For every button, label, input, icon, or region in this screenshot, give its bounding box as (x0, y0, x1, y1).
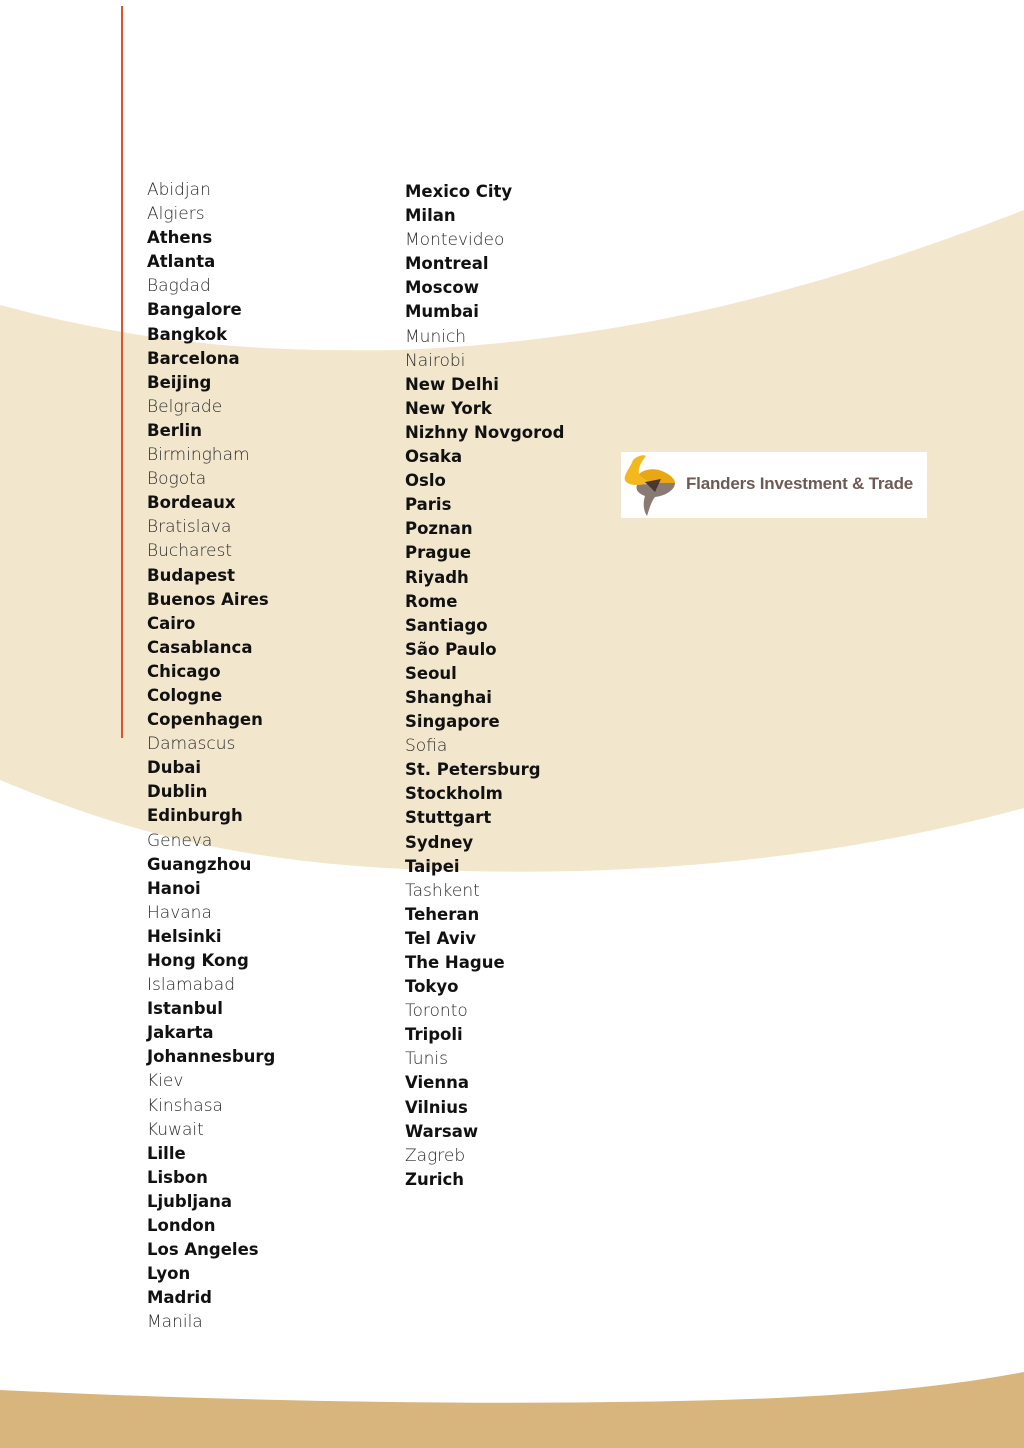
city-item: New York (405, 398, 492, 418)
city-item: Tokyo (405, 977, 459, 997)
city-item: Tunis (405, 1049, 448, 1070)
city-item: Taipei (405, 856, 460, 876)
city-item: Algiers (147, 204, 205, 225)
city-item: Zagreb (405, 1145, 466, 1166)
city-item: Bagdad (147, 276, 211, 297)
city-item: Nizhny Novgorod (405, 422, 565, 442)
city-item: Berlin (147, 420, 202, 440)
tan-band (0, 1372, 1024, 1448)
flanders-logo-icon (621, 452, 687, 518)
city-item: Lyon (147, 1264, 191, 1284)
city-item: Vienna (405, 1073, 469, 1093)
flanders-logo (621, 452, 927, 518)
city-item: Lisbon (147, 1167, 208, 1187)
city-item: Nairobi (405, 350, 466, 371)
city-item: Warsaw (405, 1121, 479, 1141)
city-item: Bangkok (147, 324, 228, 344)
city-item: Montreal (405, 254, 489, 274)
city-item: Bangalore (147, 300, 242, 320)
city-item: Teheran (405, 904, 480, 924)
city-item: Riyadh (405, 567, 469, 587)
city-item: Dublin (147, 782, 208, 802)
city-item: Chicago (147, 661, 221, 681)
city-item: Copenhagen (147, 710, 263, 730)
city-item: Beijing (147, 372, 212, 392)
city-item: Birmingham (147, 445, 250, 466)
city-item: Athens (147, 228, 213, 248)
city-item: Kuwait (147, 1119, 204, 1140)
city-item: Belgrade (147, 396, 223, 417)
city-item: Kinshasa (147, 1095, 223, 1116)
city-item: Helsinki (147, 926, 222, 946)
city-item: Madrid (147, 1288, 212, 1308)
city-item: Hong Kong (147, 951, 249, 970)
city-item: Mexico City (405, 182, 513, 201)
city-item: Atlanta (147, 252, 216, 272)
city-item: Rome (405, 591, 458, 611)
city-item: Toronto (405, 1001, 468, 1022)
city-item: Damascus (147, 734, 236, 755)
city-item: Stockholm (405, 784, 503, 804)
city-item: São Paulo (405, 639, 497, 659)
city-list-right (405, 180, 564, 1192)
city-item: Jakarta (147, 1023, 214, 1043)
city-item: Lille (147, 1143, 186, 1163)
city-item: St. Petersburg (405, 760, 541, 780)
city-item: Islamabad (147, 975, 235, 996)
city-item: Dubai (147, 758, 202, 778)
city-item: Hanoi (147, 878, 201, 898)
city-item: Seoul (405, 663, 457, 683)
city-item: Milan (405, 206, 456, 226)
city-item: Osaka (405, 447, 463, 467)
city-item: Havana (147, 902, 212, 923)
city-item: Oslo (405, 471, 446, 491)
city-item: Bratislava (147, 517, 232, 538)
city-item: Zurich (405, 1169, 465, 1189)
city-item: Guangzhou (147, 854, 252, 874)
city-item: Paris (405, 495, 452, 515)
city-item: Edinburgh (147, 806, 243, 826)
city-item: Sydney (405, 832, 474, 852)
city-item: Tripoli (405, 1025, 463, 1045)
city-item: Bordeaux (147, 493, 236, 513)
city-item: Manila (147, 1312, 203, 1333)
city-list-left (147, 178, 275, 1335)
city-item: Sofia (405, 736, 448, 757)
city-item: Prague (405, 543, 472, 563)
city-item: Santiago (405, 615, 488, 635)
city-item: Ljubljana (147, 1191, 233, 1211)
city-item: Cologne (147, 685, 223, 705)
city-item: Vilnius (405, 1097, 468, 1117)
logo-text: Flanders Investment & Trade (686, 474, 914, 493)
city-item: Mumbai (405, 302, 479, 322)
city-item: Johannesburg (147, 1047, 276, 1067)
city-item: Cairo (147, 613, 196, 633)
city-item: Bucharest (147, 541, 233, 562)
city-item: Abidjan (147, 180, 211, 200)
city-item: Los Angeles (147, 1240, 259, 1260)
city-item: Budapest (147, 565, 235, 585)
city-item: Poznan (405, 519, 473, 539)
accent-vertical-line (121, 6, 123, 738)
city-item: Moscow (405, 278, 479, 298)
city-item: Montevideo (405, 230, 505, 251)
city-item: Singapore (405, 712, 500, 732)
city-item: Tashkent (405, 880, 480, 901)
city-item: Shanghai (405, 687, 492, 707)
city-item: The Hague (405, 953, 505, 972)
city-item: Munich (405, 326, 467, 347)
city-item: Barcelona (147, 348, 240, 368)
city-item: Stuttgart (405, 808, 492, 828)
city-item: New Delhi (405, 374, 499, 394)
city-item: Tel Aviv (405, 928, 477, 948)
city-item: Casablanca (147, 637, 253, 657)
city-item: Bogota (147, 469, 207, 490)
city-item: Kiev (147, 1071, 184, 1092)
city-item: Geneva (147, 830, 213, 851)
city-item: Istanbul (147, 999, 223, 1019)
city-item: Buenos Aires (147, 589, 269, 609)
city-item: London (147, 1216, 216, 1236)
